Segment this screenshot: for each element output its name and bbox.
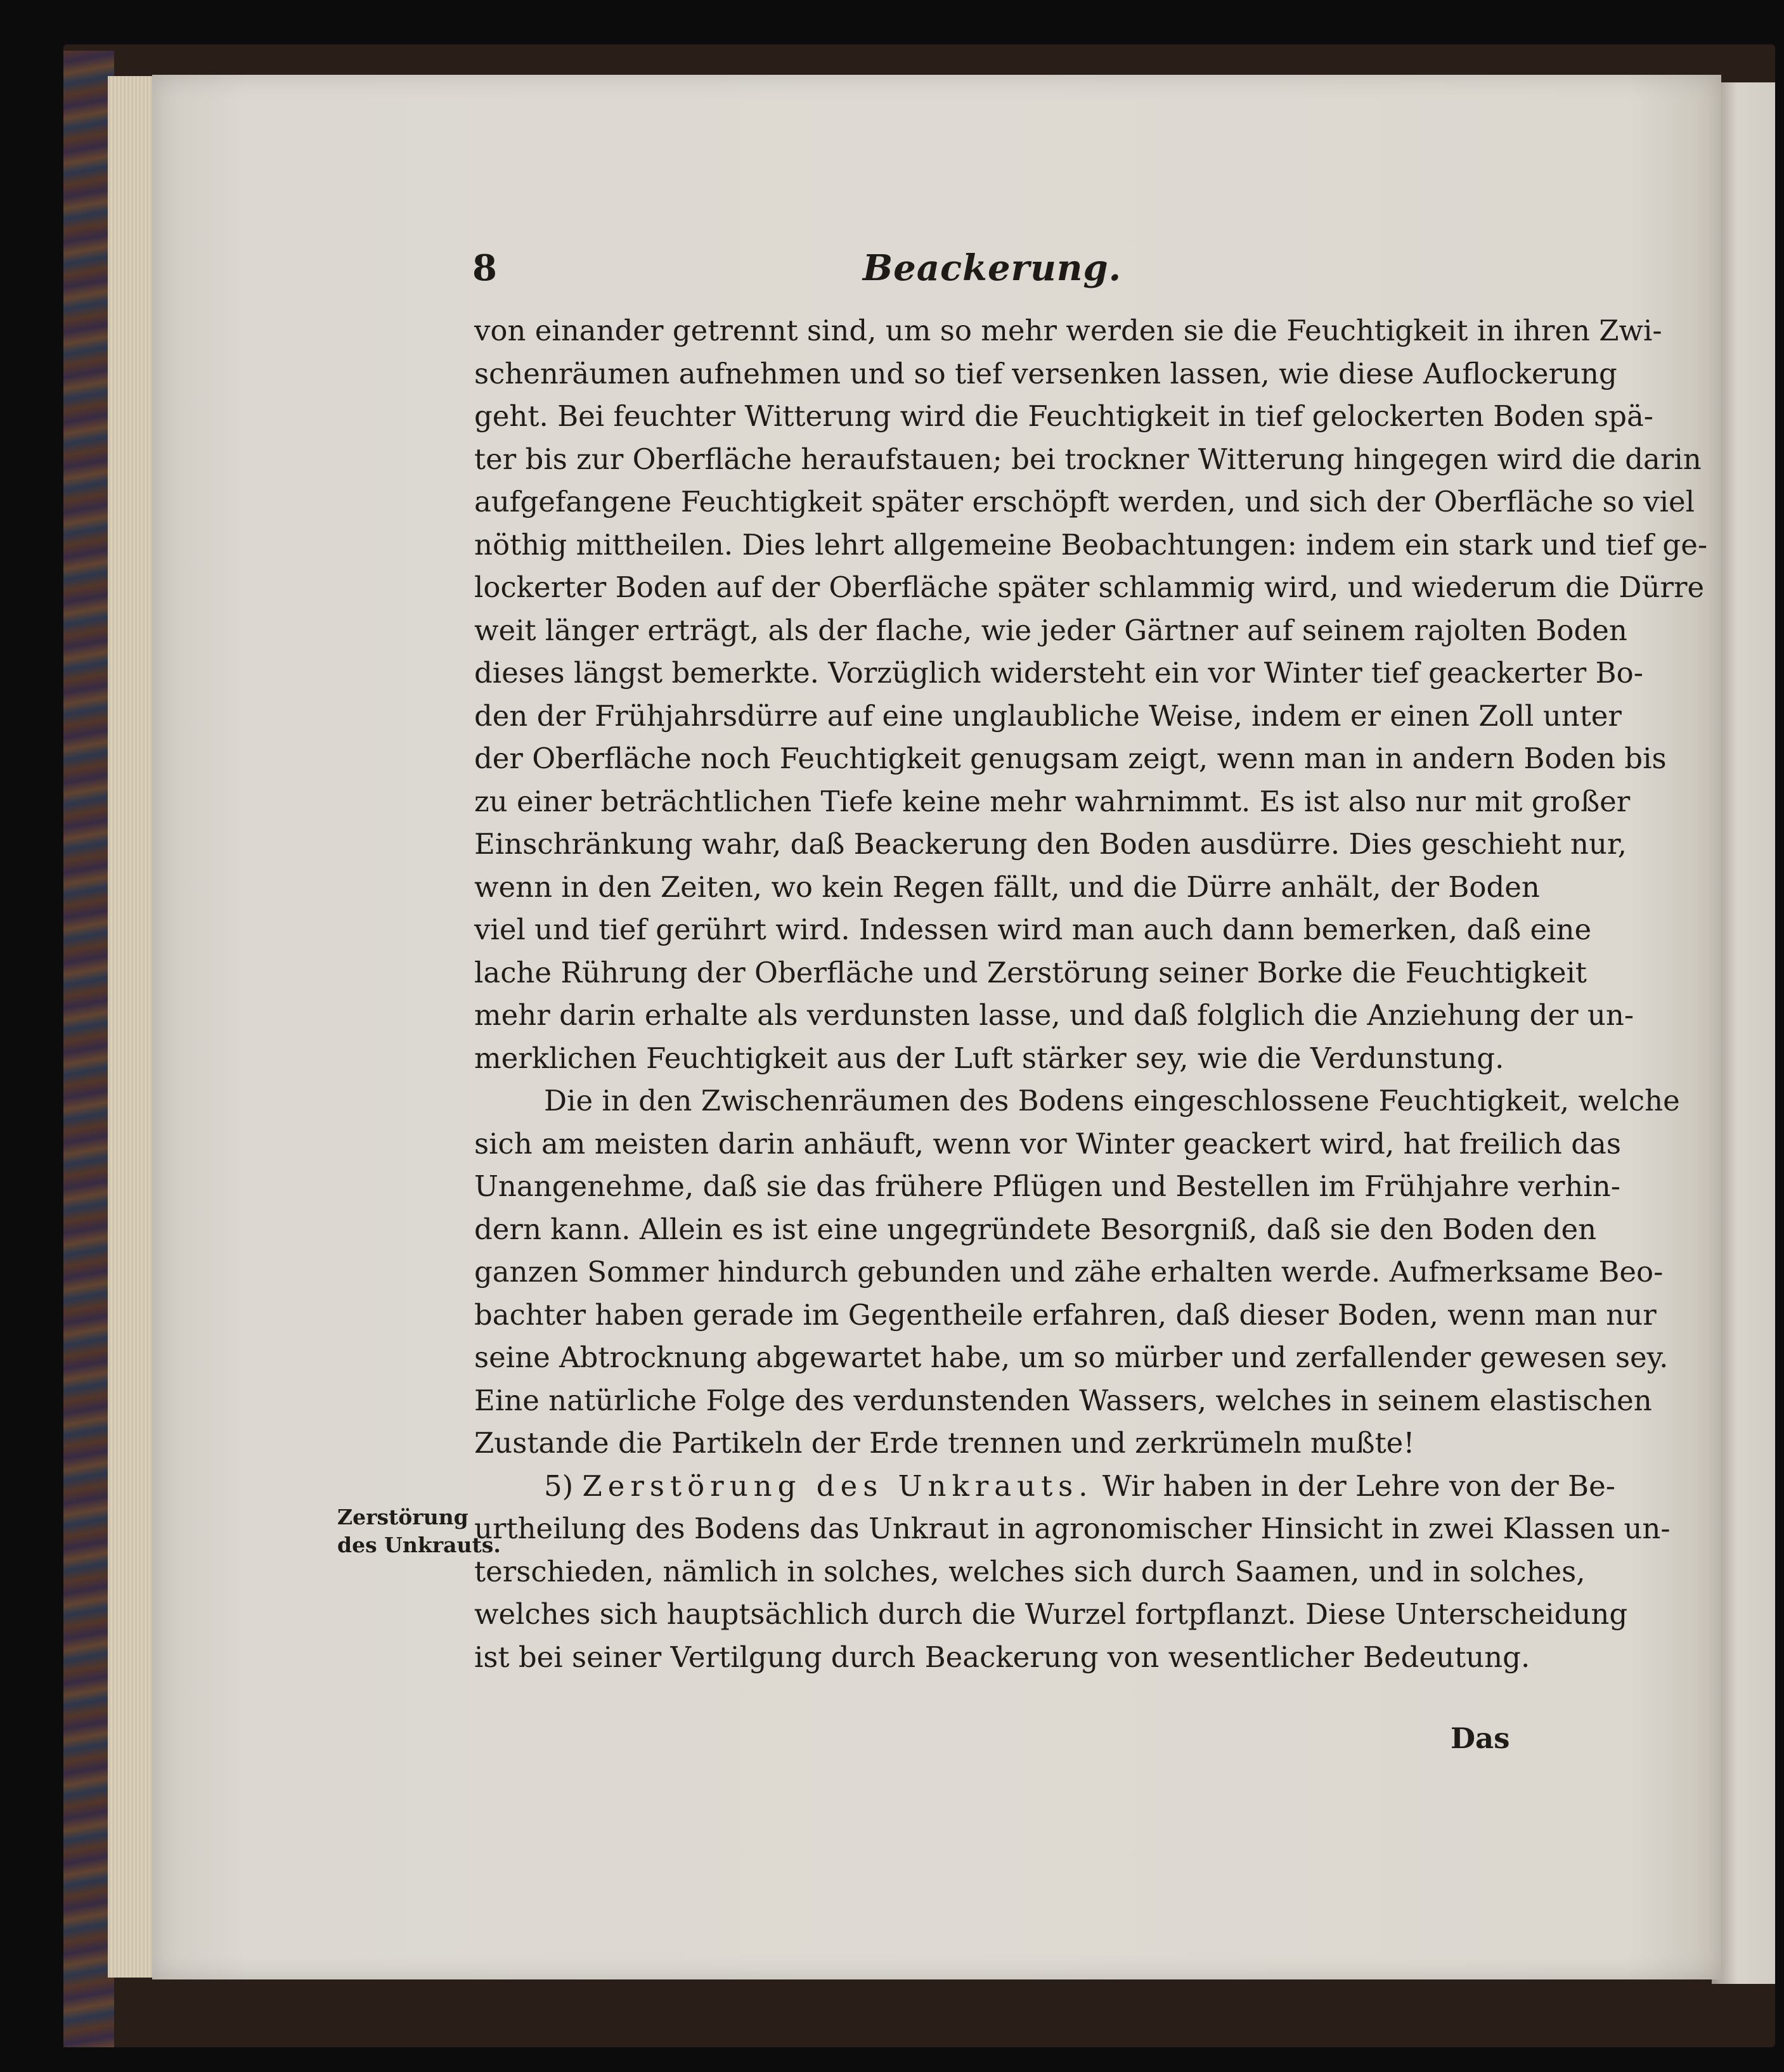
text-line: nöthig mittheilen. Dies lehrt allgemeine Beobachtungen: indem ein stark und tief ge- [474, 527, 1708, 562]
text-line: wenn in den Zeiten, wo kein Regen fällt, und die Dürre anhält, der Boden [474, 870, 1540, 904]
text-line: von einander getrennt sind, um so mehr werden sie die Feuchtigkeit in ihren Zwi- [474, 314, 1662, 347]
text-line: viel und tief gerührt wird. Indessen wird man auch dann bemerken, daß eine [474, 913, 1592, 946]
text-line: welches sich hauptsächlich durch die Wurzel fortpflanzt. Diese Unterscheidung [474, 1597, 1628, 1631]
text-line: zu einer beträchtlichen Tiefe keine mehr wahrnimmt. Es ist also nur mit großer [474, 784, 1631, 818]
text-line: lockerter Boden auf der Oberfläche später schlammig wird, und wiederum die Dürre [474, 570, 1705, 604]
page-edges [108, 76, 158, 1978]
text-line: ter bis zur Oberfläche heraufstauen; bei trockner Witterung hingegen wird die darin [474, 442, 1702, 476]
margin-note [337, 1503, 501, 1559]
text-line: seine Abtrocknung abgewartet habe, um so mürber und zerfallender gewesen sey. [474, 1341, 1669, 1374]
paragraph-2 [474, 1079, 1680, 1465]
text-line: sich am meisten darin anhäuft, wenn vor Winter geackert wird, hat freilich das [474, 1126, 1621, 1161]
text-line: schenräumen aufnehmen und so tief versenken lassen, wie diese Auflockerung [474, 356, 1617, 390]
margin-note-line: Zerstörung [337, 1505, 469, 1529]
text-line: geht. Bei feuchter Witterung wird die Feuchtigkeit in tief gelockerten Boden spä- [474, 399, 1654, 433]
text-line: ganzen Sommer hindurch gebunden und zähe erhalten werde. Aufmerksame Beo- [474, 1255, 1664, 1289]
text-line: merklichen Feuchtigkeit aus der Luft stärker sey, wie die Verdunstung. [474, 1041, 1504, 1075]
running-title: Beackerung. [862, 247, 1122, 289]
section-number: 5) [544, 1469, 574, 1503]
text-line: Einschränkung wahr, daß Beackerung den Boden ausdürre. Dies geschieht nur, [474, 827, 1627, 861]
margin-note-line: des Unkrauts. [337, 1533, 501, 1557]
text-line: bachter haben gerade im Gegentheile erfahren, daß dieser Boden, wenn man nur [474, 1297, 1657, 1332]
body-text [474, 309, 1708, 1678]
text-line: Zustande die Partikeln der Erde trennen und zerkrümeln mußte! [474, 1426, 1415, 1460]
text-fragment: Wir haben in der Lehre von der Be- [1102, 1469, 1615, 1503]
page-number: 8 [472, 247, 497, 289]
text-line [474, 1465, 1615, 1508]
facing-page-edge [1712, 82, 1775, 1984]
text-line: Eine natürliche Folge des verdunstenden Wassers, welches in seinem elastischen [474, 1383, 1652, 1417]
text-line: Unangenehme, daß sie das frühere Pflügen und Bestellen im Frühjahre verhin- [474, 1169, 1620, 1203]
text-line: terschieden, nämlich in solches, welches sich durch Saamen, und in solches, [474, 1554, 1586, 1588]
text-line: weit länger erträgt, als der flache, wie jeder Gärtner auf seinem rajolten Boden [474, 613, 1627, 647]
paragraph-3 [474, 1465, 1671, 1679]
section-heading: Zerstörung des Unkrauts. [582, 1469, 1094, 1503]
text-line: der Oberfläche noch Feuchtigkeit genugsam zeigt, wenn man in andern Boden bis [474, 742, 1667, 775]
page-header [472, 247, 1512, 292]
text-line: dieses längst bemerkte. Vorzüglich widersteht ein vor Winter tief geackerter Bo- [474, 656, 1643, 690]
catchword: Das [1451, 1721, 1510, 1755]
text-line: ist bei seiner Vertilgung durch Beackerung von wesentlicher Bedeutung. [474, 1640, 1530, 1674]
text-line: mehr darin erhalte als verdunsten lasse, und daß folglich die Anziehung der un- [474, 998, 1634, 1032]
text-line: Die in den Zwischenräumen des Bodens eingeschlossene Feuchtigkeit, welche [544, 1084, 1680, 1117]
text-line: dern kann. Allein es ist eine ungegründete Besorgniß, daß sie den Boden den [474, 1212, 1597, 1246]
marbled-cover-edge [63, 51, 114, 2047]
text-line: aufgefangene Feuchtigkeit später erschöpft werden, und sich der Oberfläche so viel [474, 485, 1695, 518]
text-line: urtheilung des Bodens das Unkraut in agronomischer Hinsicht in zwei Klassen un- [474, 1512, 1671, 1545]
text-line: lache Rührung der Oberfläche und Zerstörung seiner Borke die Feuchtigkeit [474, 955, 1587, 989]
paragraph-1 [474, 309, 1708, 1079]
text-line: den der Frühjahrsdürre auf eine unglaubliche Weise, indem er einen Zoll unter [474, 698, 1622, 733]
